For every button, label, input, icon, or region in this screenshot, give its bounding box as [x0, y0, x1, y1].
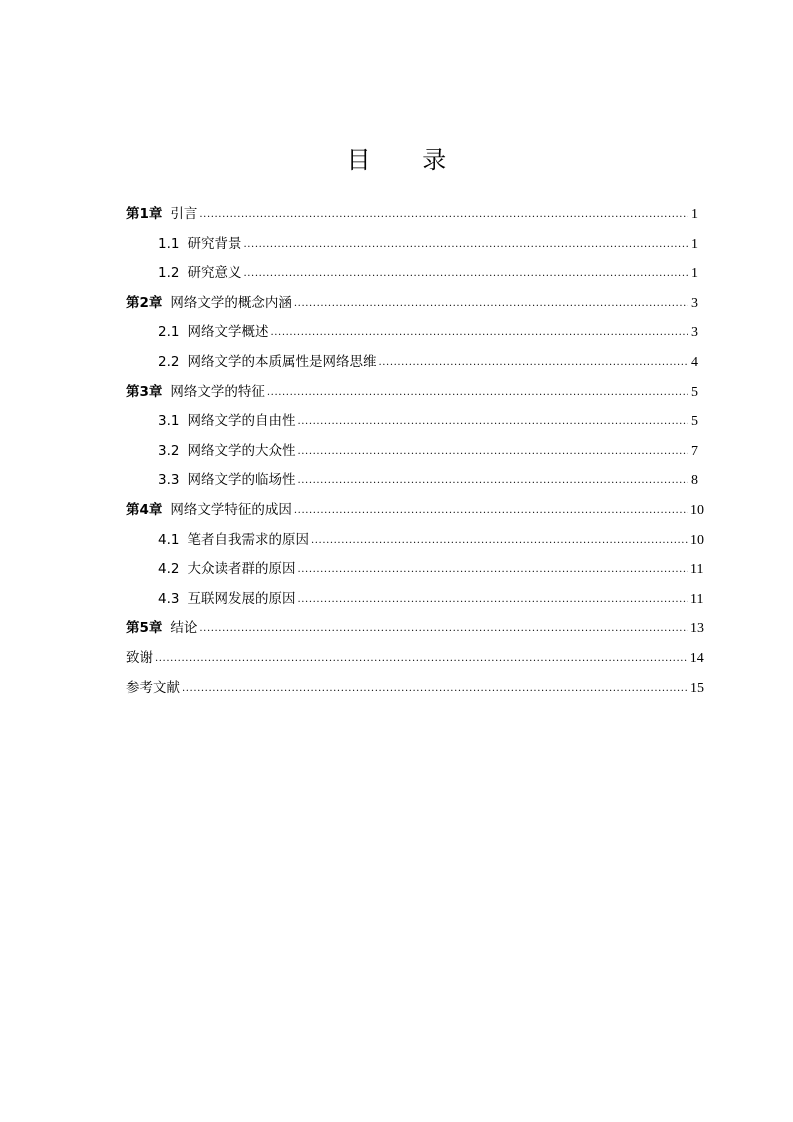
toc-entry[interactable]: [126, 259, 698, 289]
toc-entry[interactable]: [126, 437, 698, 467]
toc-entry-title: 研究背景: [187, 235, 242, 252]
toc-entry-number: 1.1: [158, 235, 180, 252]
toc-entry-number: 4.2: [158, 561, 180, 578]
toc-entry-page: 1: [691, 236, 698, 252]
toc-entry-page: 1: [691, 207, 698, 222]
toc-entry-page: 13: [690, 621, 704, 637]
dot-leader: [155, 644, 688, 674]
toc-entry-number: 4.1: [158, 531, 180, 548]
toc-entry-title: 网络文学的本质属性是网络思维: [187, 353, 377, 370]
dot-leader: [297, 437, 688, 467]
toc-entry-page: 11: [690, 591, 704, 607]
dot-leader: [270, 318, 688, 348]
toc-entry-title: 参考文献: [126, 679, 180, 696]
dot-leader: [243, 230, 688, 260]
toc-entry-title: 结论: [170, 620, 198, 637]
toc-entry-title: 网络文学的概念内涵: [170, 294, 292, 311]
toc-entry-page: 10: [690, 532, 704, 548]
toc-entry-title: 研究意义: [187, 265, 242, 282]
toc-entry-page: 5: [691, 414, 698, 430]
toc-entry[interactable]: [126, 200, 698, 230]
toc-entry-number: 2.1: [158, 324, 180, 341]
toc-entry-number: 1.2: [158, 265, 180, 282]
dot-leader: [297, 555, 688, 585]
dot-leader: [294, 289, 688, 319]
toc-entry-number: 3.2: [158, 442, 180, 459]
toc-entry-title: 网络文学的自由性: [187, 413, 296, 430]
toc-entry-title: 互联网发展的原因: [187, 590, 296, 607]
toc-entry[interactable]: [126, 614, 704, 644]
toc-entry[interactable]: [126, 318, 698, 348]
toc-entry-page: 10: [690, 502, 704, 518]
toc-entry[interactable]: [126, 230, 698, 260]
toc-entry[interactable]: [126, 555, 704, 585]
toc-entry-title: 网络文学的大众性: [187, 442, 296, 459]
toc-title: 目 录: [346, 146, 469, 174]
dot-leader: [199, 614, 688, 644]
toc-entry-page: 5: [691, 384, 698, 400]
toc-entry-number: 3.3: [158, 472, 180, 489]
dot-leader: [297, 407, 688, 437]
dot-leader: [297, 466, 688, 496]
toc-entry[interactable]: [126, 674, 704, 704]
toc-entry-number: 3.1: [158, 413, 180, 430]
dot-leader: [294, 496, 688, 526]
toc-entry-number: 2.2: [158, 353, 180, 370]
toc-entry-title: 网络文学的临场性: [187, 472, 296, 489]
dot-leader: [311, 526, 688, 556]
toc-entry-number: 第2章: [126, 294, 163, 311]
dot-leader: [378, 348, 688, 378]
toc-entry-page: 3: [691, 295, 698, 311]
toc-entry[interactable]: [126, 526, 704, 556]
dot-leader: [199, 200, 688, 230]
toc-entry-page: 3: [691, 325, 698, 341]
toc-entry-number: 第4章: [126, 501, 163, 518]
toc-entry[interactable]: [126, 585, 704, 615]
table-of-contents: [126, 200, 704, 703]
toc-entry[interactable]: [126, 348, 698, 378]
toc-entry[interactable]: [126, 289, 698, 319]
toc-entry-title: 网络文学概述: [187, 324, 269, 341]
toc-entry-page: 14: [689, 650, 704, 666]
toc-entry-number: 第1章: [126, 206, 163, 222]
toc-entry-title: 大众读者群的原因: [187, 561, 296, 578]
toc-entry-number: 第5章: [126, 620, 163, 637]
toc-entry-page: 8: [691, 473, 698, 489]
toc-entry-page: 1: [691, 266, 698, 282]
dot-leader: [297, 585, 688, 615]
toc-entry[interactable]: [126, 496, 704, 526]
toc-entry-title: 网络文学的特征: [170, 383, 265, 400]
toc-entry-page: 15: [690, 680, 704, 696]
toc-entry[interactable]: [126, 378, 698, 408]
dot-leader: [182, 674, 688, 704]
dot-leader: [243, 259, 688, 289]
dot-leader: [267, 378, 688, 408]
toc-entry-number: 第3章: [126, 383, 163, 400]
toc-entry-page: 11: [690, 562, 704, 578]
toc-entry-page: 7: [691, 443, 698, 459]
toc-entry-page: 4: [691, 354, 698, 370]
toc-entry[interactable]: [126, 407, 698, 437]
toc-entry-title: 笔者自我需求的原因: [187, 531, 309, 548]
toc-entry-title: 致谢: [126, 649, 153, 666]
toc-entry[interactable]: [126, 644, 704, 674]
toc-entry-number: 4.3: [158, 590, 180, 607]
toc-entry[interactable]: [126, 466, 698, 496]
toc-entry-title: 引言: [170, 206, 198, 222]
toc-entry-title: 网络文学特征的成因: [170, 501, 292, 518]
